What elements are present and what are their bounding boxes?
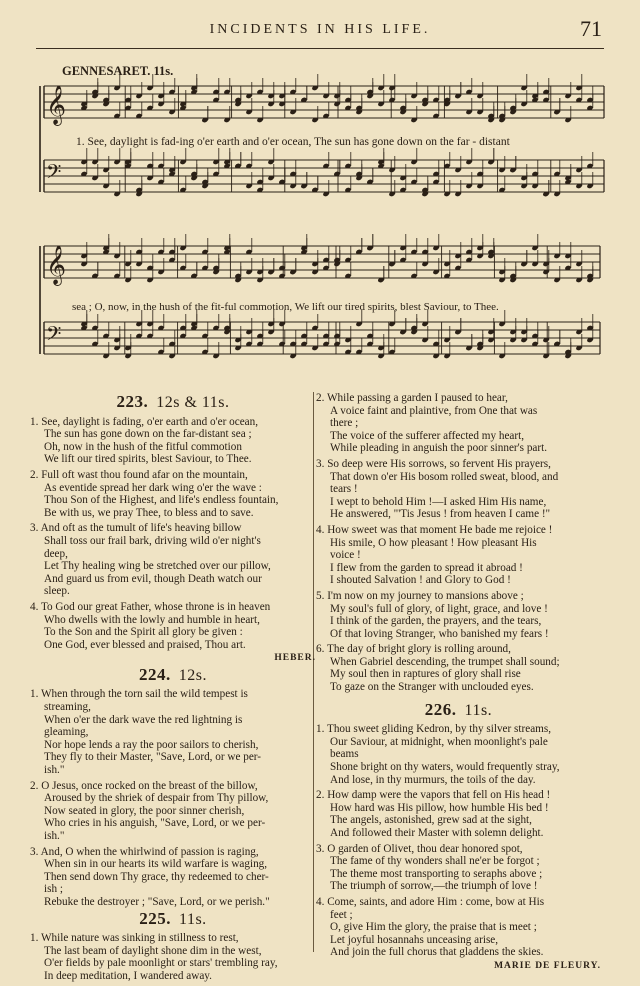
stanza bbox=[30, 688, 316, 776]
tune-lyric-line-2: sea ; O, now, in the hush of the fit-ful commotion, We lift our tired spirits, blest Saviour, to Thee. bbox=[72, 301, 499, 313]
hymn-heading bbox=[30, 664, 316, 684]
hymn-meter: 11s. bbox=[179, 910, 207, 928]
verse-line: ish ; bbox=[44, 883, 63, 896]
stanza bbox=[30, 416, 316, 466]
verse-line: How hard was His pillow, how humble His bed ! bbox=[330, 801, 549, 814]
verse-line: 5. I'm now on my journey to mansions above ; bbox=[316, 589, 524, 602]
hymn-number: 226. bbox=[424, 699, 457, 719]
verse-line: 3. And, O when the whirlwind of passion is raging, bbox=[30, 845, 259, 858]
verse-line: Oh, now in the hush of the fitful commotion bbox=[44, 440, 242, 453]
running-title: INCIDENTS IN HIS LIFE. bbox=[209, 22, 431, 37]
verse-line: One God, ever blessed and praised, Thou art. bbox=[44, 638, 246, 651]
verse-line: voice ! bbox=[330, 549, 361, 562]
stanza bbox=[316, 643, 601, 693]
verse-line: When Gabriel descending, the trumpet shall sound; bbox=[330, 655, 560, 668]
verse-line: Who dwells with the lowly and humble in heart, bbox=[44, 613, 260, 626]
hymn-meter: 12s. bbox=[178, 666, 207, 684]
stanza-list bbox=[30, 688, 316, 908]
verse-line: Of that loving Stranger, who banished my fears ! bbox=[330, 627, 549, 640]
stanza-list bbox=[316, 392, 601, 694]
verse-line: 6. The day of bright glory is rolling around, bbox=[316, 643, 511, 656]
hymn-number: 223. bbox=[116, 392, 149, 411]
stanza bbox=[316, 392, 601, 455]
verse-line: Be with us, we pray Thee, to bless and to save. bbox=[44, 506, 254, 519]
hymn-meter: 11s. bbox=[464, 701, 493, 719]
verse-line: And guard us from evil, though Death watch our bbox=[44, 572, 262, 585]
hymn-heading bbox=[316, 699, 601, 719]
treble-clef-icon: 𝄞 bbox=[46, 85, 67, 125]
verse-line: And followed their Master with solemn delight. bbox=[330, 827, 544, 839]
stanza bbox=[30, 846, 316, 909]
verse-line: 2. How damp were the vapors that fell on His head ! bbox=[316, 789, 551, 802]
verse-line: When sin in our hearts its wild warfare is waging, bbox=[44, 858, 268, 871]
verse-line: 4. Come, saints, and adore Him : come, bow at His bbox=[316, 895, 545, 908]
verse-line: 2. Full oft wast thou found afar on the mountain, bbox=[30, 468, 248, 481]
verse-line: Who cries in his anguish, "Save, Lord, or we per- bbox=[44, 817, 266, 830]
verse-line: They fly to their Master, "Save, Lord, or we per- bbox=[44, 751, 262, 764]
verse-line: O, give Him the glory, the praise that is meet ; bbox=[330, 921, 537, 934]
stanza bbox=[316, 723, 601, 786]
verse-line: Let Thy healing wing be stretched over our pillow, bbox=[44, 560, 271, 573]
verse-line: That down o'er His bosom rolled sweat, blood, and bbox=[330, 470, 559, 483]
verse-line: Then send down Thy grace, thy redeemed to cher- bbox=[44, 870, 269, 883]
stanza bbox=[316, 843, 601, 893]
verse-line: feet ; bbox=[330, 908, 353, 921]
stanza bbox=[30, 522, 316, 598]
verse-line: We lift our tired spirits, blest Saviour, to Thee. bbox=[44, 453, 252, 466]
verse-line: The sun has gone down on the far-distant sea ; bbox=[44, 428, 252, 441]
verse-line: A voice faint and plaintive, from One that was bbox=[330, 404, 538, 417]
stanza bbox=[30, 601, 316, 651]
verse-line: The fame of thy wonders shall ne'er be forgot ; bbox=[330, 855, 540, 868]
stanza bbox=[316, 524, 601, 587]
bass-clef-icon: 𝄢 bbox=[46, 322, 62, 350]
stanza bbox=[316, 896, 601, 959]
verse-line: beams bbox=[330, 748, 359, 761]
verse-line: 1. While nature was sinking in stillness to rest, bbox=[30, 932, 239, 945]
verse-line: 4. How sweet was that moment He bade me rejoice ! bbox=[316, 523, 553, 536]
stanza-list bbox=[30, 416, 316, 652]
hymn-author: HEBER. bbox=[274, 653, 316, 664]
verse-line: My soul then in raptures of glory shall rise bbox=[330, 668, 521, 681]
verse-line: ish." bbox=[44, 764, 65, 777]
verse-line: Aroused by the shriek of despair from Thy pillow, bbox=[44, 792, 269, 805]
verse-line: To gaze on the Stranger with unclouded eyes. bbox=[330, 681, 534, 694]
left-column bbox=[30, 392, 316, 986]
hymn-225-continued bbox=[316, 392, 601, 694]
stanza-list bbox=[30, 932, 316, 982]
hymn-226 bbox=[316, 699, 601, 973]
hymn-223 bbox=[30, 392, 316, 665]
stanza bbox=[316, 458, 601, 521]
bass-clef-icon: 𝄢 bbox=[46, 160, 62, 188]
stanza bbox=[30, 469, 316, 519]
verse-line: The theme most transporting to seraphs above ; bbox=[330, 867, 543, 880]
verse-line: And join the full chorus that gladdens the skies. bbox=[330, 946, 544, 959]
verse-line: I wept to behold Him !—I asked Him His name, bbox=[330, 495, 547, 508]
treble-clef-icon: 𝄞 bbox=[46, 245, 67, 285]
stanza bbox=[316, 789, 601, 839]
stanza bbox=[316, 590, 601, 640]
verse-line: deep, bbox=[44, 547, 68, 560]
tune-lyric-line-1: 1. See, daylight is fad-ing o'er earth and o'er ocean, The sun has gone down on the far - distant bbox=[76, 136, 510, 148]
verse-line: 1. See, daylight is fading, o'er earth and o'er ocean, bbox=[30, 415, 259, 428]
verse-line: Nor hope lends a ray the poor sailors to cherish, bbox=[44, 738, 259, 751]
music-score bbox=[0, 0, 640, 392]
verse-line: there ; bbox=[330, 417, 359, 430]
page-number: 71 bbox=[580, 16, 602, 41]
verse-line: As eventide spread her dark wing o'er the wave : bbox=[44, 481, 262, 494]
verse-line: 3. So deep were His sorrows, so fervent His prayers, bbox=[316, 457, 551, 470]
verse-line: sleep. bbox=[44, 585, 70, 598]
stanza-list bbox=[316, 723, 601, 959]
hymn-225 bbox=[30, 908, 316, 983]
verse-line: I think of the garden, the prayers, and the tears, bbox=[330, 615, 542, 628]
verse-line: In deep meditation, I wandered away. bbox=[44, 969, 212, 982]
verse-line: The last beam of daylight shone dim in the west, bbox=[44, 944, 262, 957]
verse-line: When o'er the dark wave the red lightning is bbox=[44, 713, 243, 726]
verse-line: 2. O Jesus, once rocked on the breast of the billow, bbox=[30, 779, 258, 792]
verse-line: He answered, "'Tis Jesus ! from heaven I came !" bbox=[330, 508, 551, 521]
verse-line: The triumph of sorrow,—the triumph of love ! bbox=[330, 880, 538, 893]
verse-line: Now seated in glory, the poor sinner cherish, bbox=[44, 804, 245, 817]
verse-line: I shouted Salvation ! and Glory to God ! bbox=[330, 574, 511, 587]
hymn-heading bbox=[30, 392, 316, 411]
verse-line: tears ! bbox=[330, 483, 358, 496]
stanza bbox=[30, 780, 316, 843]
hymn-number: 224. bbox=[139, 664, 171, 684]
verse-line: 1. Thou sweet gliding Kedron, by thy silver streams, bbox=[316, 723, 552, 736]
verse-line: Our Saviour, at midnight, when moonlight's pale bbox=[330, 735, 548, 748]
hymn-heading bbox=[30, 908, 316, 928]
verse-line: Rebuke the destroyer ; "Save, Lord, or we perish." bbox=[44, 895, 270, 908]
verse-line: And lose, in thy murmurs, the toils of the day. bbox=[330, 773, 536, 786]
hymn-number: 225. bbox=[139, 908, 172, 928]
right-column bbox=[316, 392, 601, 977]
verse-line: Shall toss our frail bark, driving wild o'er night's bbox=[44, 534, 261, 547]
verse-line: 1. When through the torn sail the wild tempest is bbox=[30, 688, 248, 701]
tune-name: GENNESARET. 11s. bbox=[62, 64, 174, 78]
verse-line: 4. To God our great Father, whose throne is in heaven bbox=[30, 600, 271, 613]
verse-line: Shone bright on thy waters, would frequently stray, bbox=[330, 761, 560, 774]
verse-line: His smile, O how pleasant ! How pleasant His bbox=[330, 536, 537, 549]
verse-line: streaming, bbox=[44, 701, 91, 714]
verse-line: While pleading in anguish the poor sinner's part. bbox=[330, 442, 548, 455]
verse-line: The angels, astonished, grew sad at the sight, bbox=[330, 814, 532, 827]
hymn-224 bbox=[30, 664, 316, 909]
hymn-meter: 12s & 11s. bbox=[156, 394, 230, 411]
verse-line: 3. And oft as the tumult of life's heaving billow bbox=[30, 522, 242, 535]
stanza bbox=[30, 932, 316, 982]
verse-line: Thou Son of the Highest, and life's endless fountain, bbox=[44, 494, 279, 507]
verse-line: ish." bbox=[44, 830, 65, 842]
verse-line: My soul's full of glory, of light, grace, and love ! bbox=[330, 602, 548, 615]
verse-line: To the Son and the Spirit all glory be given : bbox=[44, 626, 243, 639]
verse-line: Let joyful hosannahs unceasing arise, bbox=[330, 933, 499, 946]
verse-line: 2. While passing a garden I paused to hear, bbox=[316, 392, 508, 404]
hymn-author: MARIE DE FLEURY. bbox=[494, 960, 601, 971]
verse-line: O'er fields by pale moonlight or stars' trembling ray, bbox=[44, 957, 278, 970]
verse-line: I flew from the garden to spread it abroad ! bbox=[330, 561, 523, 574]
verse-line: gleaming, bbox=[44, 726, 89, 739]
verse-line: 3. O garden of Olivet, thou dear honored spot, bbox=[316, 842, 523, 855]
verse-line: The voice of the sufferer affected my heart, bbox=[330, 429, 525, 442]
